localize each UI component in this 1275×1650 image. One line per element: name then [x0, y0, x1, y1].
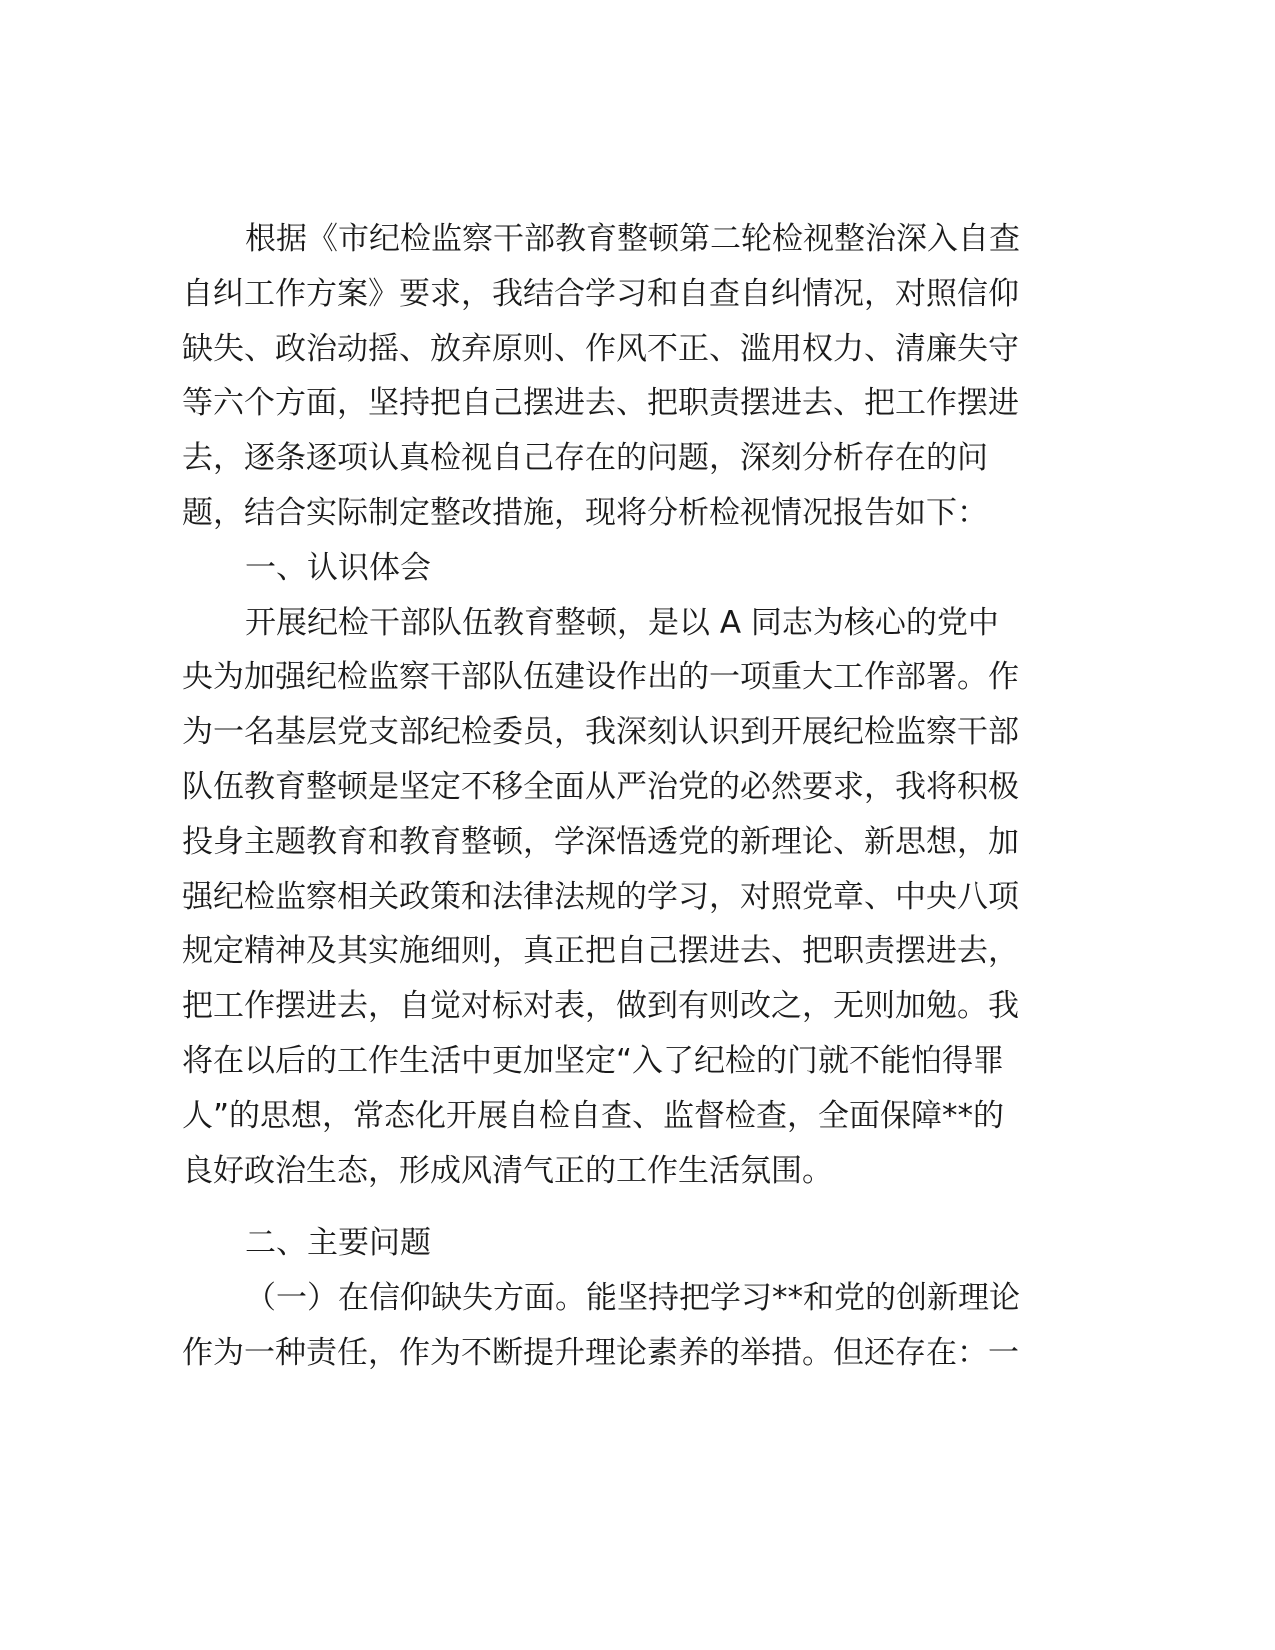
intro-line-4: 等六个方面，坚持把自己摆进去、把职责摆进去、把工作摆进 — [182, 385, 1019, 422]
section-1-line-4: 队伍教育整顿是坚定不移全面从严治党的必然要求，我将积极 — [182, 768, 1019, 805]
section-1-heading: 一、认识体会 — [245, 549, 431, 586]
intro-line-2: 自纠工作方案》要求，我结合学习和自查自纠情况，对照信仰 — [182, 275, 1019, 312]
section-1-line-9: 将在以后的工作生活中更加坚定“入了纪检的门就不能怕得罪 — [182, 1042, 1005, 1079]
section-1-line-11: 良好政治生态，形成风清气正的工作生活氛围。 — [182, 1152, 833, 1189]
section-2-line-2: 作为一种责任，作为不断提升理论素养的举措。但还存在：一 — [182, 1334, 1019, 1371]
section-gap — [182, 1198, 1077, 1216]
section-1-line-1: 开展纪检干部队伍教育整顿，是以 A 同志为核心的党中 — [245, 604, 999, 641]
intro-line-6: 题，结合实际制定整改措施，现将分析检视情况报告如下： — [182, 494, 988, 531]
section-1-line-6: 强纪检监察相关政策和法律法规的学习，对照党章、中央八项 — [182, 878, 1019, 915]
section-1-line-2: 央为加强纪检监察干部队伍建设作出的一项重大工作部署。作 — [182, 659, 1019, 696]
section-2-line-1: （一）在信仰缺失方面。能坚持把学习**和党的创新理论 — [245, 1280, 1020, 1317]
intro-line-5: 去，逐条逐项认真检视自己存在的问题，深刻分析存在的问 — [182, 440, 988, 477]
section-1-line-10: 人”的思想，常态化开展自检自查、监督检查，全面保障**的 — [182, 1097, 1005, 1134]
section-1-line-5: 投身主题教育和教育整顿，学深悟透党的新理论、新思想，加 — [182, 823, 1019, 860]
document-body — [182, 212, 1077, 1381]
intro-line-3: 缺失、政治动摇、放弃原则、作风不正、滥用权力、清廉失守 — [182, 330, 1019, 367]
section-2-heading: 二、主要问题 — [245, 1225, 431, 1262]
section-1-line-3: 为一名基层党支部纪检委员，我深刻认识到开展纪检监察干部 — [182, 714, 1019, 751]
section-1-line-8: 把工作摆进去，自觉对标对表，做到有则改之，无则加勉。我 — [182, 988, 1019, 1025]
section-1-line-7: 规定精神及其实施细则，真正把自己摆进去、把职责摆进去， — [182, 933, 1019, 970]
intro-line-1: 根据《市纪检监察干部教育整顿第二轮检视整治深入自查 — [245, 221, 1020, 257]
